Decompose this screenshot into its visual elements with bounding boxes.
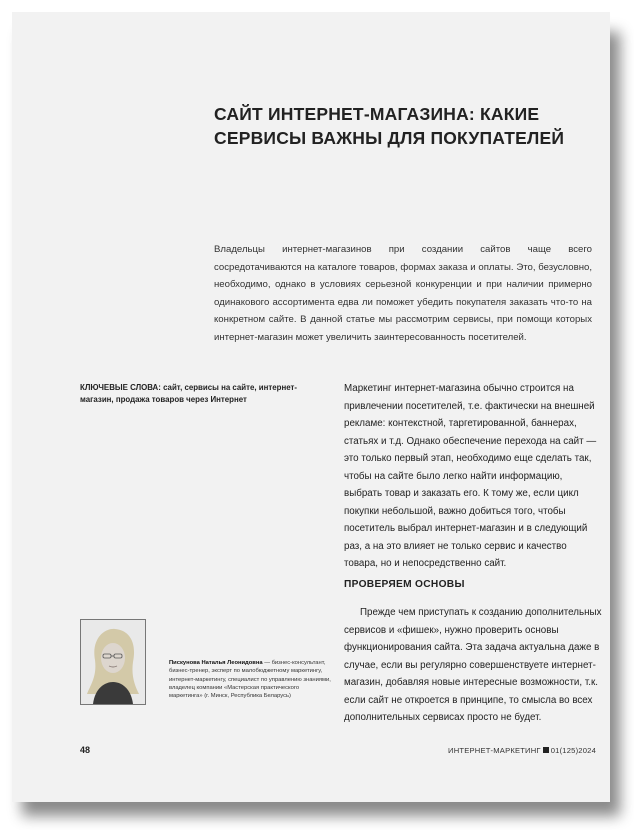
author-photo [80,619,146,705]
article-lead: Владельцы интернет-магазинов при создании сайтов чаще всего сосредотачиваются на каталоге товаров, формах заказа и оплаты. Это, безусловно, необходимо, однако в условиях серьезной конкуренции и при наличии примерно одинакового ассортимента едва ли поможет убедить покупателя заказать что-то на конкретном сайте. В данной статье мы рассмотрим сервисы, при помощи которых интернет-магазин может увеличить заинтересованность посетителей. [214,244,592,343]
page-number: 48 [80,745,91,755]
square-separator-icon [543,747,549,753]
title-line-1: САЙТ ИНТЕРНЕТ-МАГАЗИНА: КАКИЕ [214,104,540,124]
journal-name: ИНТЕРНЕТ-МАРКЕТИНГ [448,746,541,755]
journal-issue: 01(125)2024 [550,746,596,755]
author-bio [169,659,334,700]
author-name: Пискунова Наталья Леонидовна [169,660,263,666]
author-description: — бизнес-консультант, бизнес-тренер, эксперт по малобюджетному маркетингу, интернет-маркетингу, специалист по управлению знаниями, владелец компании «Мастерская практического маркетинга» (г. Минск, Республика Беларусь) [169,660,331,700]
body-paragraph-2: Прежде чем приступать к созданию дополнительных сервисов и «фишек», нужно проверить основы функционирования сайта. Эта задача актуальна даже в случае, если вы регулярно совершенствуете интернет-магазин, добавляя новые интересные возможности, т.к. если сайт не откроется в принципе, то смысла во всех дополнительных сервисах просто не будет. [344,607,602,723]
title-line-2: СЕРВИСЫ ВАЖНЫ ДЛЯ ПОКУПАТЕЛЕЙ [214,128,565,148]
article-title [214,102,594,150]
body-column-bottom [344,604,602,727]
body-column-top [344,380,602,573]
keywords: КЛЮЧЕВЫЕ СЛОВА: сайт, сервисы на сайте, интернет-магазин, продажа товаров через Интернет [80,383,298,404]
body-paragraph-1: Маркетинг интернет-магазина обычно строится на привлечении посетителей, т.е. фактически на внешней рекламе: контекстной, таргетированной, баннерах, статьях и т.д. Однако обеспечение перехода на сайт — это только первый этап, необходимо еще сделать так, чтобы на сайте было легко найти информацию, выбрать товар и заказать его. К тому же, если цикл покупки небольшой, важно добиться того, чтобы посетитель выбрал интернет-магазин и в следующий раз, а на это влияет не только сервис и качество товара, но и непосредственно сайт. [344,383,597,569]
magazine-page [12,12,610,802]
author-portrait-icon [81,620,145,704]
journal-footer [448,746,596,755]
section-heading: ПРОВЕРЯЕМ ОСНОВЫ [344,579,465,590]
